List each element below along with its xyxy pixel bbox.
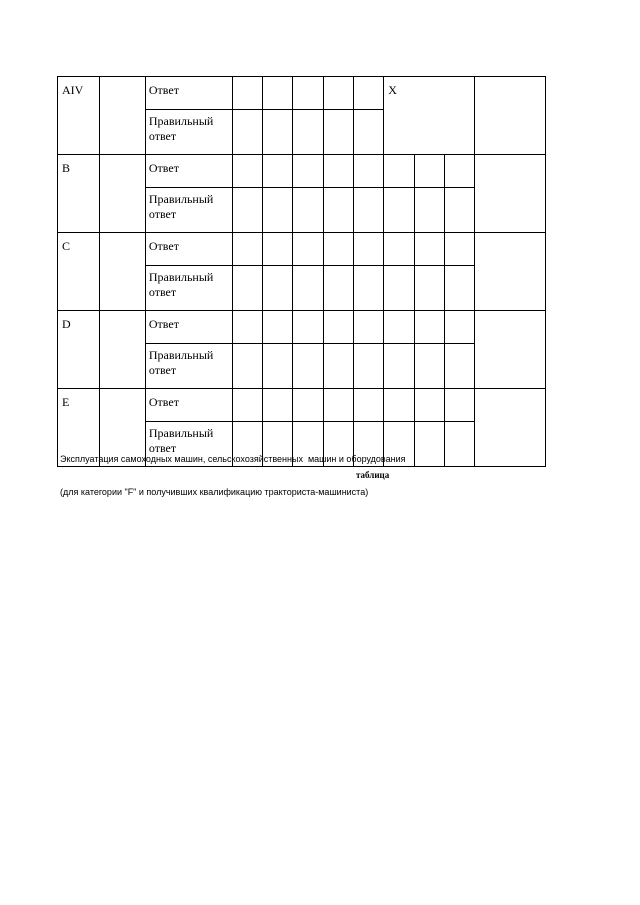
answer-cell[interactable] xyxy=(263,155,293,188)
section-row-answer xyxy=(58,155,546,188)
answer-cell[interactable] xyxy=(232,311,262,344)
answer-cell[interactable] xyxy=(293,77,323,110)
table-footer-label: таблица xyxy=(356,470,390,480)
answer-cell[interactable] xyxy=(232,155,262,188)
score-cell[interactable] xyxy=(475,155,546,233)
answer-cell[interactable] xyxy=(263,311,293,344)
score-cell[interactable] xyxy=(475,233,546,311)
answer-cell[interactable] xyxy=(444,389,474,422)
correct-answer-cell[interactable] xyxy=(263,344,293,389)
answer-cell[interactable] xyxy=(323,77,353,110)
answer-label: Ответ xyxy=(145,311,232,344)
section-number-cell xyxy=(100,155,145,233)
answer-cell[interactable] xyxy=(414,155,444,188)
answer-cell[interactable] xyxy=(384,311,414,344)
correct-answer-cell[interactable] xyxy=(263,110,293,155)
answer-cell[interactable] xyxy=(353,389,383,422)
answer-label: Ответ xyxy=(145,389,232,422)
correct-answer-cell[interactable] xyxy=(263,266,293,311)
correct-answer-cell[interactable] xyxy=(323,110,353,155)
score-cell[interactable] xyxy=(475,77,546,155)
correct-answer-cell[interactable] xyxy=(384,188,414,233)
answer-cell[interactable] xyxy=(414,311,444,344)
answer-cell[interactable] xyxy=(444,233,474,266)
correct-answer-cell[interactable] xyxy=(232,110,262,155)
answer-cell[interactable] xyxy=(414,389,444,422)
correct-answer-cell[interactable] xyxy=(414,188,444,233)
correct-answer-cell[interactable] xyxy=(323,266,353,311)
correct-answer-cell[interactable] xyxy=(414,422,444,467)
section-label: B xyxy=(58,155,100,233)
answer-cell[interactable] xyxy=(384,389,414,422)
section-number-cell xyxy=(100,77,145,155)
correct-answer-cell[interactable] xyxy=(293,344,323,389)
answer-cell[interactable] xyxy=(444,155,474,188)
correct-answer-label: Правильный ответ xyxy=(145,266,232,311)
correct-answer-cell[interactable] xyxy=(384,344,414,389)
crossed-out-cell: X xyxy=(384,77,475,155)
correct-answer-cell[interactable] xyxy=(263,188,293,233)
correct-answer-cell[interactable] xyxy=(323,344,353,389)
section-label: E xyxy=(58,389,100,467)
section-label: AIV xyxy=(58,77,100,155)
score-cell[interactable] xyxy=(475,311,546,389)
section-label: C xyxy=(58,233,100,311)
correct-answer-cell[interactable] xyxy=(444,266,474,311)
answer-cell[interactable] xyxy=(293,233,323,266)
answer-label: Ответ xyxy=(145,233,232,266)
correct-answer-cell[interactable] xyxy=(232,266,262,311)
correct-answer-cell[interactable] xyxy=(293,188,323,233)
correct-answer-cell[interactable] xyxy=(232,188,262,233)
correct-answer-cell[interactable] xyxy=(323,188,353,233)
answer-cell[interactable] xyxy=(444,311,474,344)
correct-answer-cell[interactable] xyxy=(384,266,414,311)
correct-answer-label: Правильный ответ xyxy=(145,344,232,389)
answer-cell[interactable] xyxy=(353,77,383,110)
answer-cell[interactable] xyxy=(263,233,293,266)
answer-cell[interactable] xyxy=(293,389,323,422)
answer-cell[interactable] xyxy=(323,311,353,344)
answer-cell[interactable] xyxy=(414,233,444,266)
section-row-answer xyxy=(58,389,546,422)
correct-answer-cell[interactable] xyxy=(444,422,474,467)
document-caption xyxy=(60,432,406,509)
answer-cell[interactable] xyxy=(232,233,262,266)
correct-answer-cell[interactable] xyxy=(232,344,262,389)
answer-cell[interactable] xyxy=(263,389,293,422)
correct-answer-label: Правильный ответ xyxy=(145,110,232,155)
score-cell[interactable] xyxy=(475,389,546,467)
answer-sheet-table xyxy=(57,76,546,467)
answer-sheet-body xyxy=(58,77,546,467)
correct-answer-cell[interactable] xyxy=(444,344,474,389)
answer-label: Ответ xyxy=(145,77,232,110)
correct-answer-cell[interactable] xyxy=(293,110,323,155)
section-row-answer xyxy=(58,77,546,110)
correct-answer-label: Правильный ответ xyxy=(145,422,232,467)
answer-cell[interactable] xyxy=(293,311,323,344)
correct-answer-cell[interactable] xyxy=(444,188,474,233)
section-row-answer xyxy=(58,311,546,344)
answer-cell[interactable] xyxy=(232,77,262,110)
answer-cell[interactable] xyxy=(384,233,414,266)
answer-cell[interactable] xyxy=(323,155,353,188)
caption-line-2: (для категории "F" и получивших квалификацию тракториста-машиниста) xyxy=(60,487,369,497)
correct-answer-cell[interactable] xyxy=(353,110,383,155)
answer-cell[interactable] xyxy=(232,389,262,422)
correct-answer-cell[interactable] xyxy=(353,188,383,233)
section-label: D xyxy=(58,311,100,389)
section-row-answer xyxy=(58,233,546,266)
correct-answer-cell[interactable] xyxy=(353,344,383,389)
correct-answer-cell[interactable] xyxy=(293,266,323,311)
answer-cell[interactable] xyxy=(323,389,353,422)
correct-answer-cell[interactable] xyxy=(414,266,444,311)
answer-cell[interactable] xyxy=(323,233,353,266)
answer-cell[interactable] xyxy=(353,311,383,344)
correct-answer-cell[interactable] xyxy=(353,266,383,311)
correct-answer-cell[interactable] xyxy=(414,344,444,389)
correct-answer-label: Правильный ответ xyxy=(145,188,232,233)
answer-label: Ответ xyxy=(145,155,232,188)
section-number-cell xyxy=(100,311,145,389)
section-number-cell xyxy=(100,233,145,311)
answer-cell[interactable] xyxy=(263,77,293,110)
answer-cell[interactable] xyxy=(293,155,323,188)
caption-line-1: Эксплуатация самоходных машин, сельскохозяйственных машин и оборудования xyxy=(60,454,406,464)
answer-cell[interactable] xyxy=(353,233,383,266)
answer-cell[interactable] xyxy=(384,155,414,188)
answer-cell[interactable] xyxy=(353,155,383,188)
